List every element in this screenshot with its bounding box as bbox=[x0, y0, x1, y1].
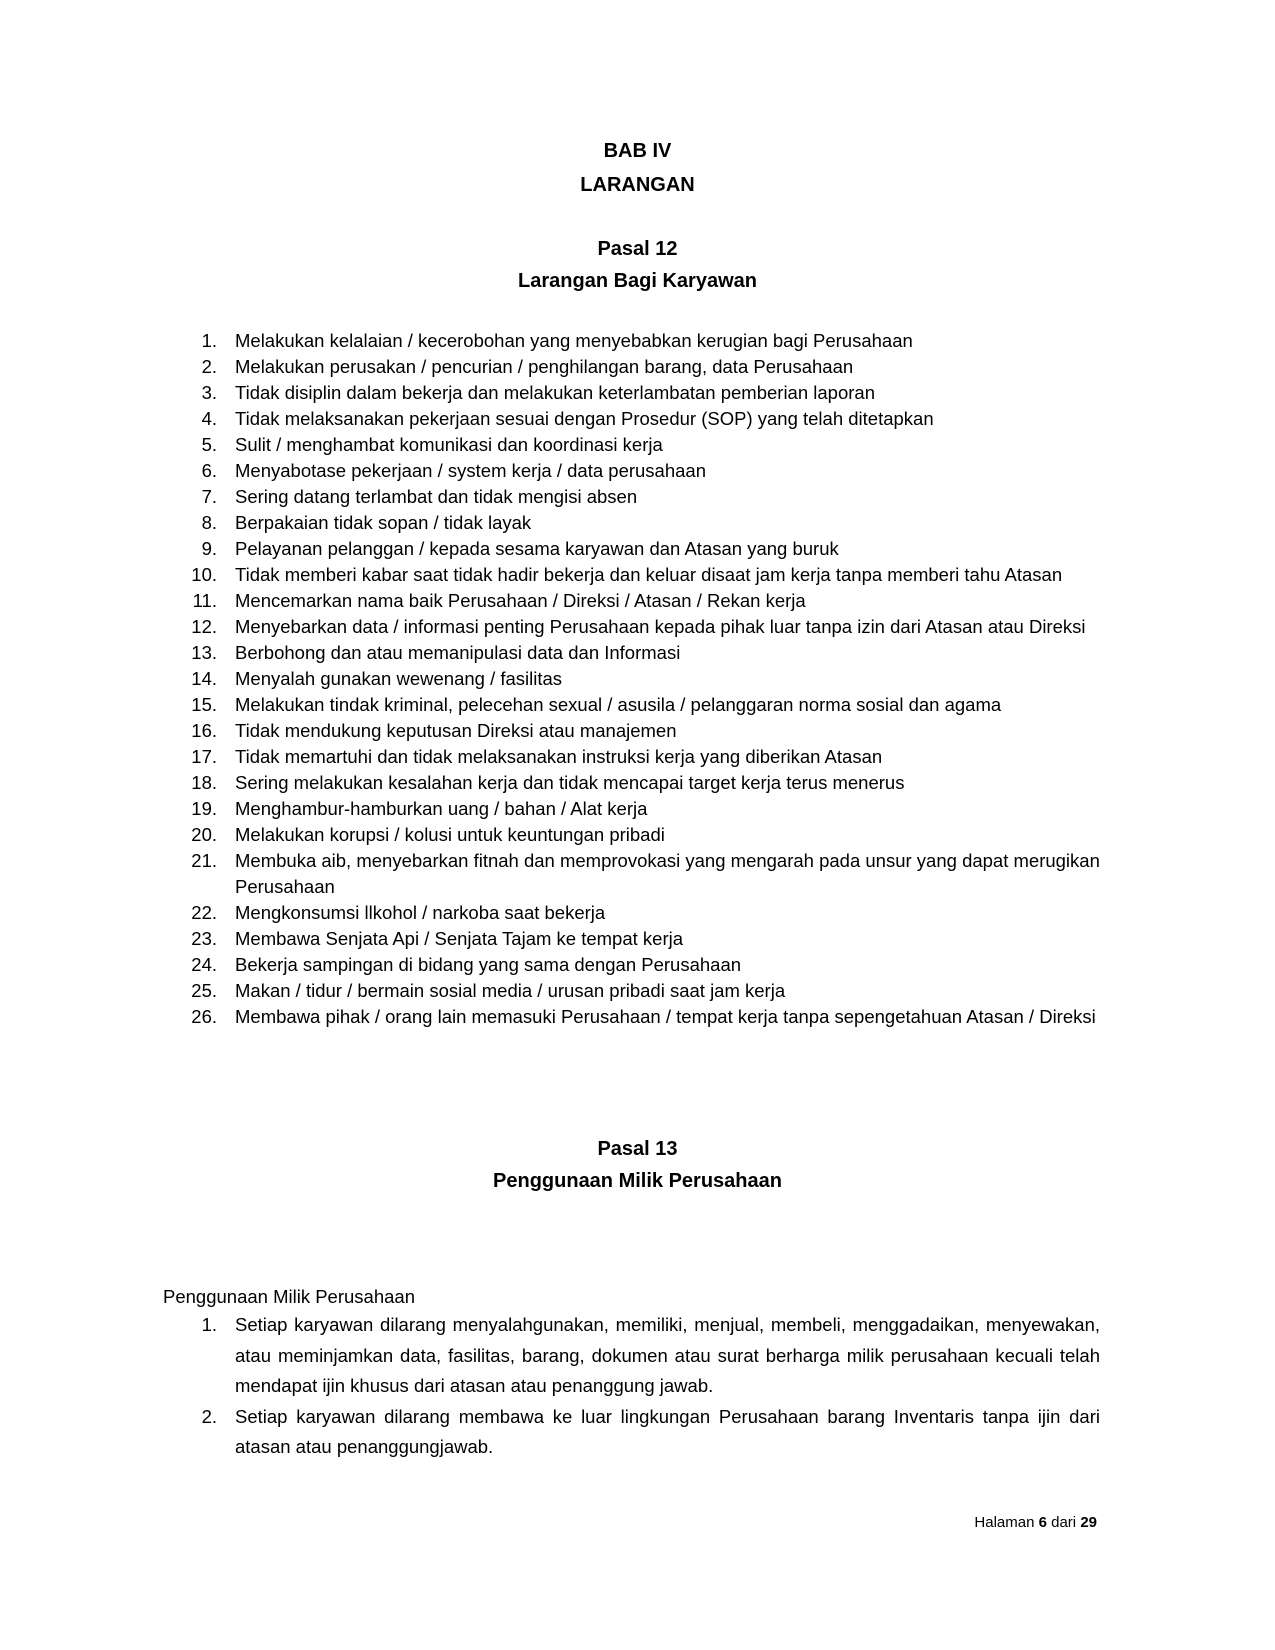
pasal13-intro: Penggunaan Milik Perusahaan bbox=[163, 1286, 415, 1307]
list-item-text: Sering melakukan kesalahan kerja dan tidak mencapai target kerja terus menerus bbox=[235, 772, 905, 793]
list-item-number: 11. bbox=[192, 590, 217, 611]
list-item-text: Sering datang terlambat dan tidak mengisi absen bbox=[235, 486, 638, 507]
list-item-number: 10. bbox=[191, 564, 217, 585]
list-item-text: Melakukan perusakan / pencurian / penghilangan barang, data Perusahaan bbox=[235, 356, 854, 377]
list-item bbox=[180, 796, 1100, 822]
list-item-text: Pelayanan pelanggan / kepada sesama karyawan dan Atasan yang buruk bbox=[235, 538, 839, 559]
list-item bbox=[180, 432, 1100, 458]
footer-total-pages: 29 bbox=[1080, 1514, 1097, 1531]
chapter-number: BAB IV bbox=[603, 140, 672, 162]
list-item-text: Berpakaian tidak sopan / tidak layak bbox=[235, 512, 532, 533]
footer-current-page: 6 bbox=[1038, 1514, 1047, 1531]
list-item bbox=[180, 952, 1100, 978]
list-item-number: 2. bbox=[201, 1405, 217, 1427]
list-item bbox=[180, 510, 1100, 536]
list-item-number: 18. bbox=[191, 772, 217, 793]
list-item-text: Makan / tidur / bermain sosial media / urusan pribadi saat jam kerja bbox=[235, 980, 786, 1001]
list-item-number: 1. bbox=[201, 1314, 217, 1335]
list-item bbox=[180, 770, 1100, 796]
list-item-number: 8. bbox=[201, 512, 217, 533]
list-item-number: 13. bbox=[191, 642, 217, 663]
list-item bbox=[180, 536, 1100, 562]
list-item bbox=[180, 848, 1100, 900]
list-item-text: Menyebarkan data / informasi penting Perusahaan kepada pihak luar tanpa izin dari Atasan atau Direksi bbox=[235, 616, 1086, 637]
pasal13-title: Penggunaan Milik Perusahaan bbox=[493, 1170, 782, 1192]
list-item-number: 24. bbox=[191, 954, 217, 975]
list-item-number: 16. bbox=[191, 720, 217, 741]
list-item-text: Setiap karyawan dilarang menyalahgunakan, memiliki, menjual, membeli, menggadaikan, menyewakan, atau meminjamkan data, fasilitas, barang, dokumen atau surat berharga milik perusahaan kecuali telah mendapat ijin khusus dari atasan atau penanggung jawab. bbox=[235, 1314, 1100, 1396]
pasal13-number: Pasal 13 bbox=[597, 1138, 678, 1160]
list-item-number: 2. bbox=[201, 356, 217, 377]
chapter-title: LARANGAN bbox=[580, 174, 695, 196]
list-item-number: 14. bbox=[191, 668, 217, 689]
list-item-text: Setiap karyawan dilarang membawa ke luar lingkungan Perusahaan barang Inventaris tanpa ijin dari atasan atau penanggungjawab. bbox=[235, 1405, 1100, 1457]
list-item-text: Mengkonsumsi llkohol / narkoba saat bekerja bbox=[235, 902, 606, 923]
list-item-text: Menyabotase pekerjaan / system kerja / data perusahaan bbox=[235, 460, 707, 481]
list-item bbox=[180, 744, 1100, 770]
list-item-number: 20. bbox=[191, 824, 217, 845]
pasal12-number: Pasal 12 bbox=[597, 238, 678, 260]
list-item-text: Menghambur-hamburkan uang / bahan / Alat kerja bbox=[235, 798, 648, 819]
list-item bbox=[180, 458, 1100, 484]
list-item bbox=[180, 1310, 1100, 1402]
page-footer bbox=[900, 1513, 1097, 1533]
list-item-text: Tidak mendukung keputusan Direksi atau manajemen bbox=[235, 720, 677, 741]
list-item-text: Mencemarkan nama baik Perusahaan / Direksi / Atasan / Rekan kerja bbox=[235, 590, 806, 611]
list-item bbox=[180, 666, 1100, 692]
list-item-text: Bekerja sampingan di bidang yang sama dengan Perusahaan bbox=[235, 954, 742, 975]
list-item bbox=[180, 484, 1100, 510]
list-item bbox=[180, 718, 1100, 744]
list-item-text: Sulit / menghambat komunikasi dan koordinasi kerja bbox=[235, 434, 663, 455]
list-item bbox=[180, 900, 1100, 926]
list-item bbox=[180, 406, 1100, 432]
list-item-text: Melakukan kelalaian / kecerobohan yang menyebabkan kerugian bagi Perusahaan bbox=[235, 330, 913, 351]
pasal12-list bbox=[180, 328, 1100, 1030]
list-item bbox=[180, 562, 1100, 588]
list-item-text: Membawa Senjata Api / Senjata Tajam ke tempat kerja bbox=[235, 928, 684, 949]
list-item bbox=[180, 354, 1100, 380]
pasal13-list bbox=[180, 1310, 1100, 1463]
list-item-text: Melakukan korupsi / kolusi untuk keuntungan pribadi bbox=[235, 824, 665, 845]
list-item-text: Tidak disiplin dalam bekerja dan melakukan keterlambatan pemberian laporan bbox=[235, 382, 875, 403]
list-item-number: 4. bbox=[201, 408, 217, 429]
list-item bbox=[180, 1402, 1100, 1463]
list-item-number: 15. bbox=[191, 694, 217, 715]
list-item-number: 7. bbox=[201, 486, 217, 507]
list-item-text: Membuka aib, menyebarkan fitnah dan memprovokasi yang mengarah pada unsur yang dapat merugikan Perusahaan bbox=[235, 850, 1100, 897]
pasal12-title: Larangan Bagi Karyawan bbox=[518, 270, 757, 292]
list-item-number: 22. bbox=[191, 902, 217, 923]
list-item-number: 21. bbox=[191, 850, 217, 871]
footer-separator: dari bbox=[1051, 1514, 1077, 1531]
list-item-text: Berbohong dan atau memanipulasi data dan Informasi bbox=[235, 642, 681, 663]
list-item bbox=[180, 1004, 1100, 1030]
list-item bbox=[180, 380, 1100, 406]
list-item-number: 26. bbox=[191, 1006, 217, 1027]
list-item-number: 9. bbox=[201, 538, 217, 559]
list-item-number: 1. bbox=[201, 330, 217, 351]
list-item-text: Menyalah gunakan wewenang / fasilitas bbox=[235, 668, 563, 689]
list-item bbox=[180, 926, 1100, 952]
list-item bbox=[180, 692, 1100, 718]
list-item bbox=[180, 822, 1100, 848]
list-item bbox=[180, 614, 1100, 640]
list-item-number: 12. bbox=[191, 616, 217, 637]
list-item-number: 23. bbox=[191, 928, 217, 949]
list-item bbox=[180, 978, 1100, 1004]
list-item-text: Melakukan tindak kriminal, pelecehan sexual / asusila / pelanggaran norma sosial dan agama bbox=[235, 694, 1002, 715]
list-item-text: Membawa pihak / orang lain memasuki Perusahaan / tempat kerja tanpa sepengetahuan Atasan / Direksi bbox=[235, 1006, 1096, 1027]
list-item-number: 5. bbox=[201, 434, 217, 455]
list-item-text: Tidak memberi kabar saat tidak hadir bekerja dan keluar disaat jam kerja tanpa memberi tahu Atasan bbox=[235, 564, 1063, 585]
list-item-number: 17. bbox=[191, 746, 217, 767]
list-item-number: 3. bbox=[201, 382, 217, 403]
list-item-number: 19. bbox=[191, 798, 217, 819]
list-item bbox=[180, 328, 1100, 354]
list-item-text: Tidak memartuhi dan tidak melaksanakan instruksi kerja yang diberikan Atasan bbox=[235, 746, 883, 767]
footer-label: Halaman bbox=[974, 1514, 1035, 1531]
list-item bbox=[180, 640, 1100, 666]
list-item-text: Tidak melaksanakan pekerjaan sesuai dengan Prosedur (SOP) yang telah ditetapkan bbox=[235, 408, 934, 429]
list-item bbox=[180, 588, 1100, 614]
list-item-number: 25. bbox=[191, 980, 217, 1001]
list-item-number: 6. bbox=[201, 460, 217, 481]
